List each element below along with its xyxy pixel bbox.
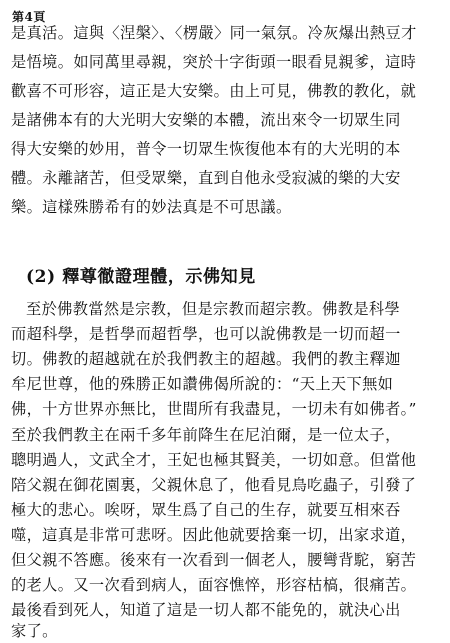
paragraph-line: 但父親不答應。後來有一次看到一個老人，腰彎背駝，窮苦 (11, 551, 417, 569)
paragraph-line: 極大的悲心。唉呀，眾生爲了自己的生存，就要互相來吞 (11, 501, 401, 519)
paragraph-line: 最後看到死人，知道了這是一切人都不能免的，就決心出 (11, 601, 401, 619)
paragraph-line: 噬，這真是非常可悲呀。因此他就要捨棄一切，出家求道， (11, 526, 417, 544)
paragraph-line: 的老人。又一次看到病人，面容憔悴，形容枯槁，很痛苦。 (11, 576, 417, 594)
paragraph-line: 而超科學，是哲學而超哲學，也可以說佛教是一切而超一 (11, 325, 401, 343)
paragraph-line: 是真活。這與〈涅槃〉、〈楞嚴〉同一氣氛。冷灰爆出熱豆才 (11, 24, 417, 42)
paragraph-line: 是悟境。如同萬里尋親，突於十字街頭一眼看見親爹，這時 (11, 53, 417, 71)
paragraph-line: 至於我們教主在兩千多年前降生在尼泊爾，是一位太子， (11, 426, 401, 444)
paragraph-line: 歡喜不可形容，這正是大安樂。由上可見，佛教的教化，就 (11, 82, 417, 100)
paragraph-line: 切。佛教的超越就在於我們教主的超越。我們的教主釋迦 (11, 350, 401, 368)
paragraph-line: 家了。 (11, 622, 58, 640)
paragraph-line: 聰明過人，文武全才，王妃也極其賢美，一切如意。但當他 (11, 451, 417, 469)
paragraph-line: 至於佛教當然是宗教，但是宗教而超宗教。佛教是科學 (26, 300, 401, 318)
paragraph-line: 陪父親在御花園裏，父親休息了，他看見鳥吃蟲子，引發了 (11, 476, 417, 494)
section-heading: (2) 釋尊徹證理體，示佛知見 (26, 267, 256, 287)
paragraph-line: 牟尼世尊，他的殊勝正如讚佛偈所說的：“天上天下無如 (11, 375, 394, 393)
paragraph-line: 樂。這樣殊勝希有的妙法真是不可思議。 (11, 198, 292, 216)
paragraph-line: 佛，十方世界亦無比，世間所有我盡見，一切未有如佛者。” (11, 400, 417, 418)
page-number: 第4頁 (12, 10, 46, 24)
paragraph-line: 是諸佛本有的大光明大安樂的本體，流出來令一切眾生同 (11, 111, 401, 129)
paragraph-line: 體。永離諸苦，但受眾樂，直到自他永受寂滅的樂的大安 (11, 169, 401, 187)
paragraph-line: 得大安樂的妙用，普令一切眾生恢復他本有的大光明的本 (11, 140, 401, 158)
